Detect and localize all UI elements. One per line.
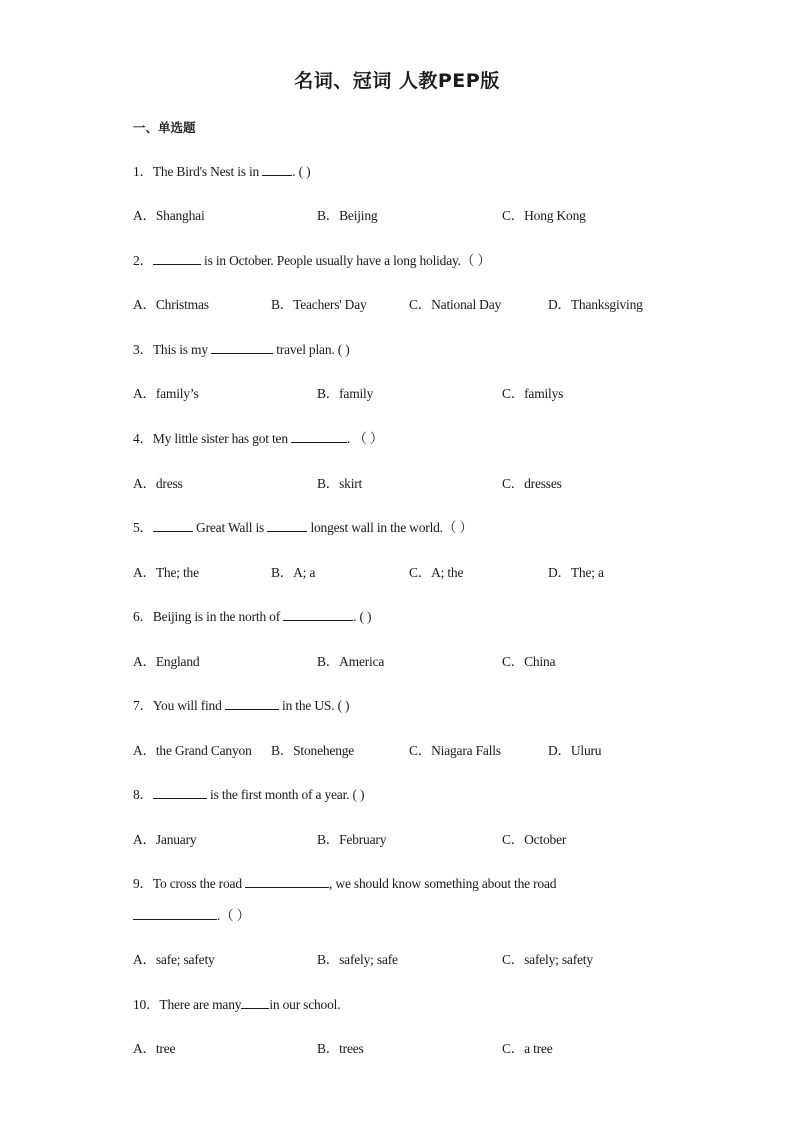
question-text: . ( ) [353, 609, 372, 624]
question-9 [133, 872, 556, 892]
question-number: 2． [133, 253, 153, 268]
answer-blank[interactable] [153, 252, 201, 265]
question-text: This is my [152, 342, 212, 357]
question-text: longest wall in the world.（ ） [307, 520, 473, 535]
option-d[interactable]: D．Thanksgiving [548, 297, 643, 312]
option-a[interactable]: A．dress [133, 476, 183, 491]
question-text: There are many [159, 997, 242, 1012]
option-a[interactable]: A．family’s [133, 386, 199, 401]
question-4 [133, 427, 383, 447]
question-number: 7． [133, 698, 153, 713]
option-c[interactable]: C．safely; safety [502, 952, 593, 967]
answer-blank[interactable] [241, 996, 269, 1009]
option-b[interactable]: B．Stonehenge [271, 743, 355, 758]
question-text: in our school. [269, 997, 341, 1012]
option-d[interactable]: D．The; a [548, 565, 604, 580]
question-8 [133, 783, 364, 803]
question-number: 10． [133, 997, 160, 1012]
question-text: My little sister has got ten [152, 431, 292, 446]
option-c[interactable]: C．dresses [502, 476, 562, 491]
answer-blank[interactable] [245, 875, 329, 888]
option-c[interactable]: C．Hong Kong [502, 208, 586, 223]
question-number: 8． [133, 787, 153, 802]
option-a[interactable]: A．January [133, 832, 197, 847]
question-number: 3． [133, 342, 153, 357]
option-b[interactable]: B．skirt [317, 476, 363, 491]
question-number: 1． [133, 164, 153, 179]
question-7 [133, 694, 349, 714]
answer-blank[interactable] [153, 786, 207, 799]
question-text: Great Wall is [192, 520, 268, 535]
option-b[interactable]: B．family [317, 386, 374, 401]
question-text: To cross the road [152, 876, 246, 891]
question-number: 5． [133, 520, 153, 535]
question-text: travel plan. ( ) [273, 342, 350, 357]
answer-blank[interactable] [133, 907, 217, 920]
option-c[interactable]: C．National Day [409, 297, 502, 312]
option-a[interactable]: A．The; the [133, 565, 199, 580]
question-number: 4． [133, 431, 153, 446]
question-6 [133, 605, 371, 625]
answer-blank[interactable] [225, 697, 279, 710]
question-number: 6． [133, 609, 153, 624]
question-text: You will find [152, 698, 225, 713]
question-text: Beijing is in the north of [152, 609, 284, 624]
question-text: .（ ） [217, 908, 250, 923]
answer-blank[interactable] [153, 519, 193, 532]
page-title: 名词、冠词 人教PEP版 [294, 70, 500, 92]
option-a[interactable]: A．safe; safety [133, 952, 215, 967]
option-b[interactable]: B．A; a [271, 565, 316, 580]
question-text: The Bird's Nest is in [152, 164, 263, 179]
question-10 [133, 993, 340, 1013]
section-heading: 一、单选题 [133, 120, 196, 135]
option-b[interactable]: B．February [317, 832, 387, 847]
option-b[interactable]: B．safely; safe [317, 952, 398, 967]
answer-blank[interactable] [262, 163, 292, 176]
answer-blank[interactable] [211, 341, 273, 354]
question-text: is in October. People usually have a long holiday.（ ） [200, 253, 491, 268]
question-1 [133, 160, 310, 180]
option-a[interactable]: A．the Grand Canyon [133, 743, 252, 758]
option-c[interactable]: C．a tree [502, 1041, 553, 1056]
option-b[interactable]: B．trees [317, 1041, 364, 1056]
option-a[interactable]: A．Christmas [133, 297, 209, 312]
option-d[interactable]: D．Uluru [548, 743, 602, 758]
option-b[interactable]: B．Beijing [317, 208, 378, 223]
answer-blank[interactable] [283, 608, 353, 621]
option-b[interactable]: B．Teachers' Day [271, 297, 367, 312]
answer-blank[interactable] [291, 430, 347, 443]
option-c[interactable]: C．Niagara Falls [409, 743, 501, 758]
option-a[interactable]: A．Shanghai [133, 208, 205, 223]
question-9-line-2 [133, 904, 250, 924]
option-a[interactable]: A．tree [133, 1041, 176, 1056]
question-3 [133, 338, 350, 358]
question-text: , we should know something about the road [329, 876, 557, 891]
option-b[interactable]: B．America [317, 654, 385, 669]
option-c[interactable]: C．A; the [409, 565, 464, 580]
question-number: 9． [133, 876, 153, 891]
question-2 [133, 249, 491, 269]
question-text: . （ ） [347, 431, 384, 446]
answer-blank[interactable] [267, 519, 307, 532]
option-c[interactable]: C．familys [502, 386, 564, 401]
question-text: in the US. ( ) [278, 698, 350, 713]
option-a[interactable]: A．England [133, 654, 200, 669]
option-c[interactable]: C．China [502, 654, 556, 669]
question-text: . ( ) [292, 164, 311, 179]
question-text: is the first month of a year. ( ) [206, 787, 365, 802]
option-c[interactable]: C．October [502, 832, 567, 847]
question-5 [133, 516, 473, 536]
